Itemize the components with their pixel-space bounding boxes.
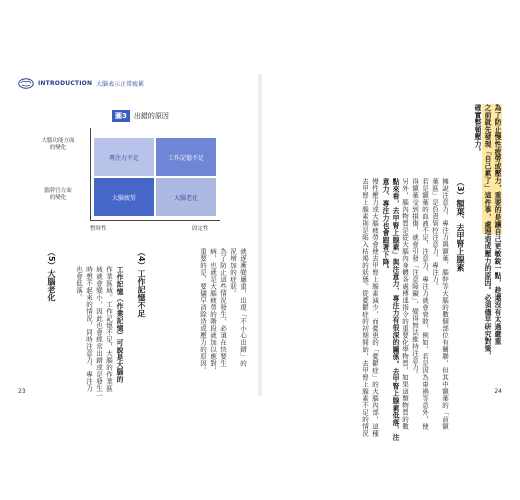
brain-icon: [18, 78, 34, 89]
figure-number: 圖3: [112, 110, 130, 122]
right-page: [264, 70, 508, 441]
y-label-bottom: 腦幹官方面 的變化: [44, 188, 72, 201]
left-paragraph-4: 工作記憶（作業記憶）可說是大腦的 作業區域。工作記憶不足，大腦的作業區 域就會變小，因此也會經常出錯或是發生一 時想不起來的情況，同時注意力、專注力 也會低落。: [75, 266, 123, 399]
quadrant-working-memory: 工作記憶不足: [156, 138, 216, 176]
book-spread: [12, 70, 508, 441]
left-page: [12, 70, 256, 400]
figure-caption: 出錯的原因: [133, 112, 169, 120]
right-paragraph-3: 擁說注意力、專注力與額葉、腦幹等大腦的數個部位有關聯，但其中額葉的「前額 葉區」是負責管控注意力、專注力。 若是額葉的血液不足，注意力、專注力就會衰敗，例如，若是因為車禍等意外，使 得額葉受到損傷，就會引發「注意障礙」，變得無法維持注意力。 另外，腦內物質是從大腦內身體各處傳達指令的重要化學物質，如果這類物質的數 點來看，去甲腎上腺素」與注意力、專注力有很深的關係。去甲腎上腺素低落，注 意力、專注力也會跟著下降。 慢性壓力或大腦疲勞會使去甲腎上腺素減少，而憂患的「憂鬱症」的大腦內部，這種 去甲腎上腺素則是陷入枯竭的狀態。從憂鬱症的初期開始，去甲腎上腺素不足的情況: [361, 178, 449, 441]
quadrant-brain-aging: 大腦老化: [156, 178, 216, 216]
book-gutter: [258, 74, 262, 396]
heading-5: （5）大腦老化: [47, 248, 56, 302]
x-label-right: 固定性: [192, 226, 209, 232]
y-label-top: 大腦功能方面 的變化: [41, 138, 75, 151]
left-paragraph-1: 就逐漸變嚴重，出現「不小心出錯」的 況增加的症狀。 為了防止這些情況發生，必須在快要生 病，也就是大腦疲勞的階段就加以應對， 重要的是，要儘早消除造成壓力的原因。: [199, 248, 247, 374]
running-header: [18, 78, 144, 89]
right-lead-paragraph: 為了防止慢性疲勞或壓力，重要的是讓自己更敏銳一點，趁還沒有太過嚴重 之前就先發現「自己累了」這件事，處理造成壓力的原因。必須儘早研究對策， 確實整頓壓力。: [473, 104, 501, 360]
quadrant-attention-deficit: 專注力不足: [94, 138, 154, 176]
header-subtitle: 大腦表示正常疲累: [96, 81, 145, 88]
quadrant-brain-fatigue: 大腦疲勞: [94, 178, 154, 216]
page-number-left: 23: [18, 388, 26, 395]
y-axis: [90, 128, 91, 220]
x-label-left: 暫時性: [90, 226, 107, 232]
figure-title: [112, 110, 169, 122]
header-intro: INTRODUCTION: [38, 80, 93, 87]
x-axis: [90, 220, 220, 221]
cause-matrix: [30, 126, 210, 238]
heading-3: （3）額葉、去甲腎上腺素: [456, 178, 465, 272]
heading-4: （4）工作記憶不足: [137, 248, 146, 318]
page-number-right: 24: [494, 388, 502, 395]
